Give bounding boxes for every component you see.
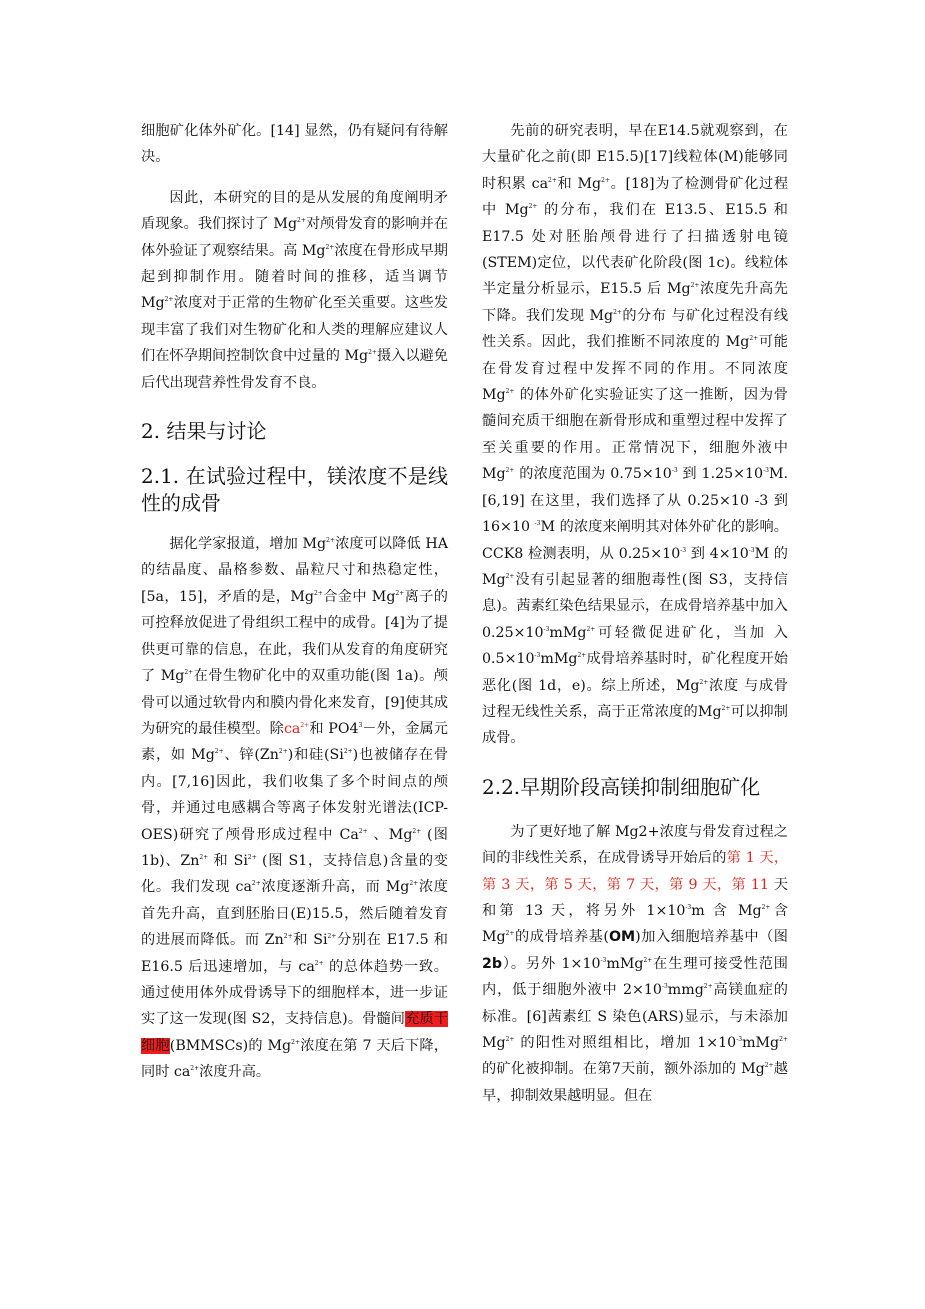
paragraph-continuation: 细胞矿化体外矿化。[14] 显然，仍有疑问有待解决。 — [141, 123, 448, 166]
paragraph-high-mg-inhibition: 为了更好地了解 Mg2+浓度与骨发育过程之间的非线性关系，在成骨诱导开始后的第 1 天，第 3 天，第 5 天，第 7 天，第 9 天，第 11 天和第 13 天，将另外 $1\times 10^{-3}m$ 含 $Mg^{2+}$含 $Mg^{2+}$的成骨培养基(OM)加入细胞培养基中（图 2b）。另外 $1\times 10^{-3}mMg^{2+}$在生理可接受性范围内，低于细胞外液中 $2\times 10^{-3}mmg^{2+}$高镁血症的标准。[6]茜素红 S 染色(ARS)显示，与未添加 $Mg^{2+}$ 的阳性对照组相比，增加 $1\times 10^{-3}mMg^{2+}$ 的矿化被抑制。在第7天前，额外添加的 $Mg^{2+}$越早，抑制效果越明显。但在 — [482, 823, 789, 1104]
highlighted-term: 充质干细胞 — [141, 1011, 448, 1054]
highlighted-days: 第 1 天，第 3 天，第 5 天，第 7 天，第 9 天，第 11 — [482, 850, 789, 893]
subsection-heading-2-2: 2.2.早期阶段高镁抑制细胞矿化 — [482, 774, 761, 799]
figure-ref-2b: 2b — [482, 955, 503, 972]
highlighted-ca-text: $ca^{2+}$ — [283, 720, 310, 737]
paragraph-mg-osteogenesis: 据化学家报道，增加 $Mg^{2+}$浓度可以降低 HA 的结晶度、晶格参数、晶粒尺寸和热稳定性，[5a，15]，矛盾的是，$Mg^{2+}$合金中 $Mg^{2+}$离子的可控释放促进了骨组织工程中的成骨。[4]为了提供更可靠的信息，在此，我们从发育的角度研究了 $Mg^{2+}$在骨生物矿化中的双重功能(图 1a)。颅骨可以通过软骨内和膜内骨化来发育，[9]使其成为研究的最佳模型。除$ca^{2+}$和 $PO4^3-$外，金属元素，如 $Mg^{2+}$、锌$(Zn^{2+})$和硅$(Si^{2+})$也被储存在骨内。[7,16]因此，我们收集了多个时间点的颅骨，并通过电感耦合等离子体发射光谱法(ICP-OES)研究了颅骨形成过程中 $Ca^{2+}$ 、$Mg^{2+}$ (图 1b)、$Zn^{2+}$ 和 $Si^{2+}$ (图 S1，支持信息)含量的变化。我们发现 $ca^{2+}$浓度逐渐升高，而 $Mg^{2+}$浓度首先升高，直到胚胎日(E)15.5，然后随着发育的进展而降低。而 $Zn^{2+}$和 $Si^{2+}$分别在 E17.5 和 E16.5 后迅速增加，与 $ca^{2+}$ 的总体趋势一致。通过使用体外成骨诱导下的细胞样本，进一步证实了这一发现(图 S2，支持信息)。骨髓间充质干细胞(BMMSCs)的 $Mg^{2+}$浓度在第 7 天后下降，同时 $ca^{2+}$浓度升高。 — [141, 536, 449, 1081]
right-column — [482, 118, 788, 1109]
paragraph-purpose: 因此，本研究的目的是从发展的角度阐明矛盾现象。我们探讨了 $Mg^{2+}$对颅骨发育的影响并在体外验证了观察结果。高 $Mg^{2+}$浓度在骨形成早期起到抑制作用。随着时间的推移，适当调节 $Mg^{2+}$浓度对于正常的生物矿化至关重要。这些发现丰富了我们对生物矿化和人类的理解应建议人们在怀孕期间控制饮食中过量的 $Mg^{2+}$摄入以避免后代出现营养性骨发育不良。 — [141, 189, 448, 391]
left-column — [141, 118, 448, 1086]
section-heading-results: 2. 结果与讨论 — [141, 419, 267, 444]
abbr-om: OM — [608, 929, 636, 946]
subsection-heading-2-1: 2.1. 在试验过程中，镁浓度不是线性的成骨 — [141, 464, 448, 516]
paragraph-previous-studies: 先前的研究表明，早在E14.5就观察到，在大量矿化之前(即 E15.5)[17]线粒体(M)能够同时积累 $ca^{2+}$和 $Mg^{2+}$。[18]为了检测骨矿化过程中 $Mg^{2+}$ 的分布，我们在 E13.5、E15.5 和 E17.5 处对胚胎颅骨进行了扫描透射电镜(STEM)定位，以代表矿化阶段(图 1c)。线粒体半定量分析显示，E15.5 后 $Mg^{2+}$浓度先升高先下降。我们发现 $Mg^{2+}$的分布 与矿化过程没有线性关系。因此，我们推断不同浓度的 $Mg^{2+}$可能在骨发育过程中发挥不同的作用。不同浓度 $Mg^{2+}$ 的体外矿化实验证实了这一推断，因为骨髓间充质干细胞在新骨形成和重塑过程中发挥了至关重要的作用。正常情况下，细胞外液中 $Mg^{2+}$ 的浓度范围为 $0.75\times 10^{-3}$ 到 $1.25\times 10^{-3}M.[6,19]$ 在这里，我们选择了从 0.25×10 -3 到 16×10 $^{-3}$M 的浓度来阐明其对体外矿化的影响。CCK8 检测表明，从 $0.25\times 10^{-3}$ 到 $4\times 10^{-3}M$ 的 $Mg^{2+}$没有引起显著的细胞毒性(图 S3，支持信息)。茜素红染色结果显示，在成骨培养基中加入 $0.25\times 10^{-3}mMg^{2+}$可轻微促进矿化，当加 入 $0.5\times 10^{-3}mMg^{2+}$成骨培养基时时，矿化程度开始恶化(图 1d，e)。综上所述，$Mg^{2+}$浓度 与成骨过程无线性关系，高于正常浓度的$Mg^{2+}$可以抑制成骨。 — [482, 123, 789, 747]
